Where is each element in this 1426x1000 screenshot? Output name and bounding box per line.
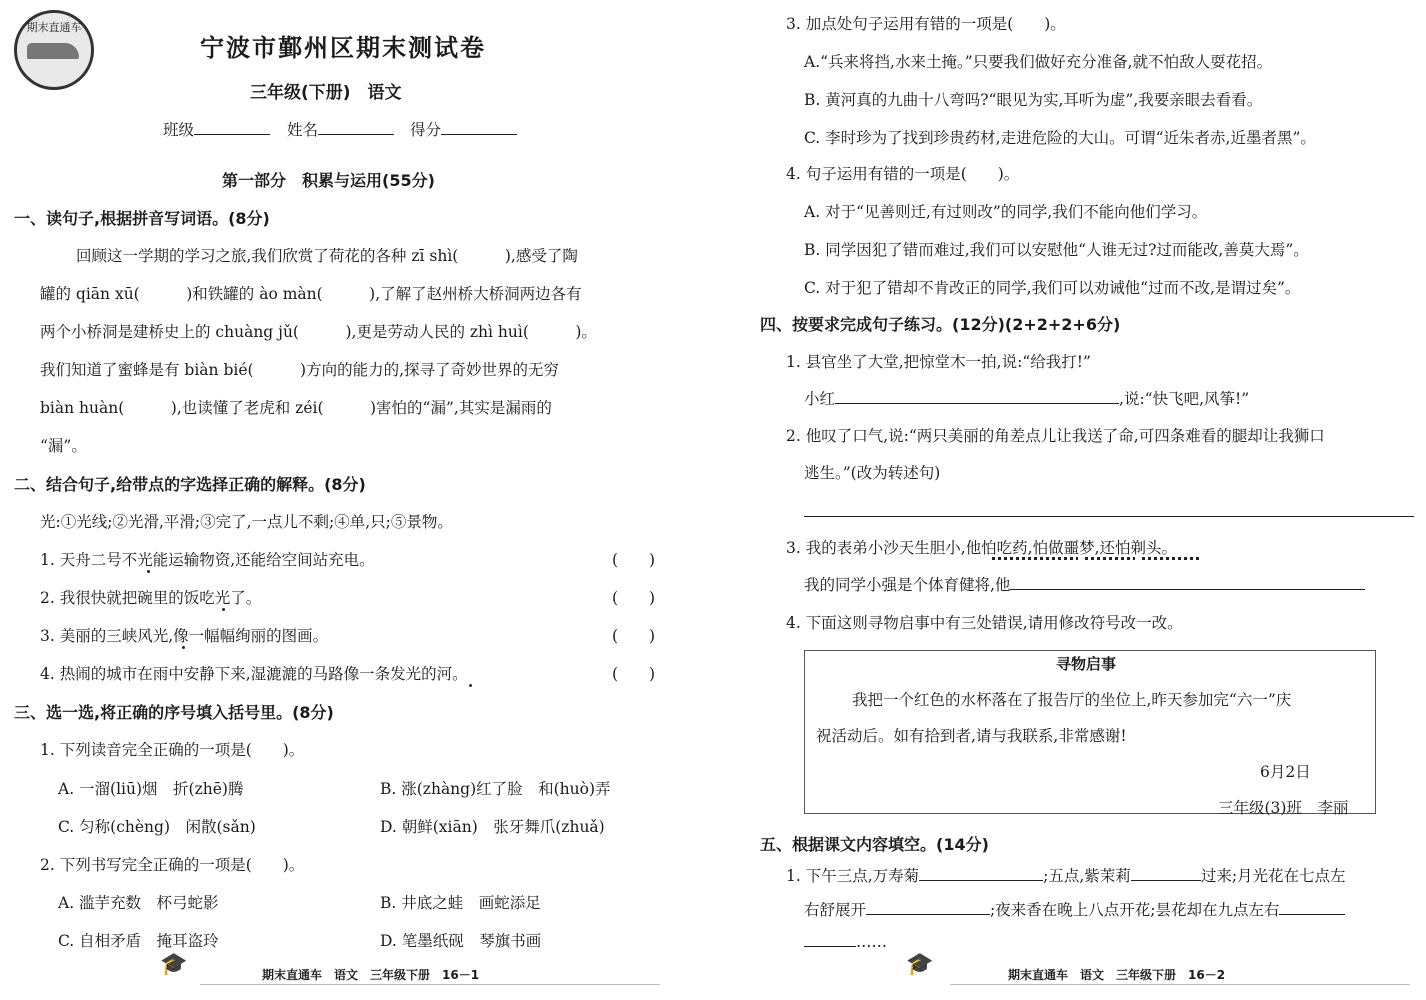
- s4-q2-answer-blank[interactable]: [804, 516, 1414, 517]
- s5-text: 右舒展开: [804, 901, 867, 919]
- footer-right: 期末直通车 语文 三年级下册 16－2: [1008, 968, 1226, 982]
- q3-option-c: C. 李时珍为了找到珍贵药材,走进危险的大山。可谓“近朱者赤,近墨者黑”。: [804, 129, 1316, 147]
- emphasis-dot: [222, 608, 225, 611]
- answer-paren[interactable]: ( ): [612, 589, 656, 607]
- s5-text: ;五点,紫茉莉: [1043, 867, 1131, 885]
- part-title: 第一部分 积累与运用(55分): [222, 171, 435, 190]
- s3-q2-option-c: C. 自相矛盾 掩耳盗玲: [58, 932, 219, 950]
- s3-q2-option-d: D. 笔墨纸砚 琴旗书画: [380, 932, 542, 950]
- emphasis-dot: [147, 570, 150, 573]
- field-score-blank[interactable]: [441, 118, 517, 135]
- s5-blank[interactable]: [919, 864, 1043, 881]
- field-name: [287, 118, 394, 140]
- notice-sign: 三年级(3)班 李丽: [1218, 799, 1349, 817]
- s3-q1-option-a: A. 一溜(liū)烟 折(zhē)腾: [58, 780, 244, 798]
- section-5-heading: 五、根据课文内容填空。(14分): [760, 835, 989, 854]
- s4-q3-prefix: 我的同学小强是个体育健将,他: [804, 576, 1011, 594]
- field-name-blank[interactable]: [318, 118, 394, 135]
- s1-line: 回顾这一学期的学习之旅,我们欣赏了荷花的各种 zī shì( ),感受了陶: [76, 247, 578, 265]
- emphasis-dot: [182, 646, 185, 649]
- train-icon: [27, 43, 79, 59]
- q4-option-c: C. 对于犯了错却不肯改正的同学,我们可以劝诫他“过而不改,是谓过矣”。: [804, 279, 1301, 297]
- s3-q2: 2. 下列书写完全正确的一项是( )。: [40, 856, 305, 874]
- logo-text: 期末直通车: [26, 21, 82, 34]
- s3-q1: 1. 下列读音完全正确的一项是( )。: [40, 741, 305, 759]
- s3-q1-option-d: D. 朝鲜(xiān) 张牙舞爪(zhuǎ): [380, 818, 605, 836]
- s5-line-3: [804, 930, 887, 951]
- s2-item: 3. 美丽的三峡风光,像一幅幅绚丽的图画。: [40, 627, 329, 645]
- s4-q3-blank[interactable]: [1010, 573, 1365, 590]
- s5-line-2: [804, 898, 1345, 920]
- footer-left: 期末直通车 语文 三年级下册 16－1: [262, 968, 480, 982]
- q4-option-a: A. 对于“见善则迁,有过则改”的同学,我们不能向他们学习。: [804, 203, 1208, 221]
- s3-q1-option-b: B. 涨(zhàng)红了脸 和(huò)弄: [380, 780, 611, 798]
- s4-q1: 1. 县官坐了大堂,把惊堂木一拍,说:“给我打!”: [786, 353, 1091, 371]
- s5-blank[interactable]: [804, 930, 856, 947]
- exam-title: 宁波市鄞州区期末测试卷: [200, 34, 486, 62]
- s5-ellipsis: ……: [856, 933, 887, 951]
- s4-q1-answer-line: [804, 387, 1249, 409]
- field-class: [163, 118, 270, 140]
- s2-options: 光:①光线;②光滑,平滑;③完了,一点儿不剩;④单,只;⑤景物。: [40, 513, 453, 531]
- s4-q4: 4. 下面这则寻物启事中有三处错误,请用修改符号改一改。: [786, 614, 1183, 632]
- s5-blank[interactable]: [866, 898, 990, 915]
- wavy-underline: [1085, 557, 1135, 560]
- s4-q1-blank[interactable]: [835, 387, 1119, 404]
- q3-option-b: B. 黄河真的九曲十八弯吗?“眼见为实,耳听为虚”,我要亲眼去看看。: [804, 91, 1263, 109]
- s1-line: biàn huàn( ),也读懂了老虎和 zéi( )害怕的“漏”,其实是漏雨的: [40, 399, 552, 417]
- s5-text: 过来;月光花在七点左: [1200, 867, 1346, 885]
- answer-paren[interactable]: ( ): [612, 665, 656, 683]
- notice-title: 寻物启事: [1056, 655, 1117, 673]
- s4-q2-cont: 逃生。”(改为转述句): [804, 464, 941, 482]
- q4: 4. 句子运用有错的一项是( )。: [786, 165, 1020, 183]
- q3: 3. 加点处句子运用有错的一项是( )。: [786, 15, 1066, 33]
- notice-line-1: 我把一个红色的水杯落在了报告厅的坐位上,昨天参加完“六一”庆: [852, 691, 1292, 709]
- s4-q1-suffix: ,说:“快飞吧,风筝!”: [1119, 390, 1250, 408]
- s2-item: 1. 天舟二号不光能运输物资,还能给空间站充电。: [40, 551, 375, 569]
- footer-divider: [950, 984, 1410, 985]
- field-score: [410, 118, 517, 140]
- page-right: [740, 0, 1426, 1000]
- s5-line-1: [786, 864, 1346, 886]
- exam-subtitle: 三年级(下册) 语文: [250, 83, 402, 103]
- notice-date: 6月2日: [1260, 763, 1311, 781]
- s5-text: 1. 下午三点,万寿菊: [786, 867, 920, 885]
- field-score-label: 得分: [410, 121, 442, 139]
- s4-q1-prefix: 小红: [804, 390, 836, 408]
- notice-line-2: 祝活动后。如有拾到者,请与我联系,非常感谢!: [816, 727, 1127, 745]
- section-2-heading: 二、结合句子,给带点的字选择正确的解释。(8分): [14, 475, 366, 494]
- field-class-blank[interactable]: [194, 118, 270, 135]
- s2-item: 4. 热闹的城市在雨中安静下来,湿漉漉的马路像一条发光的河。: [40, 665, 468, 683]
- emphasis-dot: [469, 684, 472, 687]
- graduation-cap-icon: 🎓: [906, 952, 934, 977]
- answer-paren[interactable]: ( ): [612, 551, 656, 569]
- s4-q2: 2. 他叹了口气,说:“两只美丽的角差点儿让我送了命,可四条难看的腿却让我狮口: [786, 427, 1325, 445]
- field-name-label: 姓名: [287, 121, 319, 139]
- section-1-heading: 一、读句子,根据拼音写词语。(8分): [14, 209, 270, 228]
- section-3-heading: 三、选一选,将正确的序号填入括号里。(8分): [14, 703, 334, 722]
- wavy-underline: [1142, 557, 1202, 560]
- s5-blank[interactable]: [1131, 864, 1201, 881]
- s3-q2-option-a: A. 滥芋充数 杯弓蛇影: [58, 894, 219, 912]
- q4-option-b: B. 同学因犯了错而难过,我们可以安慰他“人谁无过?过而能改,善莫大焉”。: [804, 241, 1309, 259]
- s5-blank[interactable]: [1279, 898, 1345, 915]
- s2-item: 2. 我很快就把碗里的饭吃光了。: [40, 589, 262, 607]
- s4-q3-answer-line: [804, 573, 1365, 595]
- s3-q2-option-b: B. 井底之蛙 画蛇添足: [380, 894, 541, 912]
- footer-divider: [200, 984, 660, 985]
- wavy-underline: [992, 557, 1078, 560]
- graduation-cap-icon: 🎓: [160, 952, 188, 977]
- s4-q3: 3. 我的表弟小沙天生胆小,他怕吃药,怕做噩梦,还怕剃头。: [786, 539, 1177, 557]
- logo-badge: [14, 10, 94, 90]
- s3-q1-option-c: C. 匀称(chèng) 闲散(sǎn): [58, 818, 256, 836]
- answer-paren[interactable]: ( ): [612, 627, 656, 645]
- s1-line: “漏”。: [40, 437, 87, 455]
- s1-line: 罐的 qiān xū( )和铁罐的 ào màn( ),了解了赵州桥大桥洞两边各有: [40, 285, 582, 303]
- page-left: [0, 0, 690, 1000]
- s5-text: ;夜来香在晚上八点开花;昙花却在九点左右: [990, 901, 1280, 919]
- s1-line: 我们知道了蜜蜂是有 biàn bié( )方向的能力的,探寻了奇妙世界的无穷: [40, 361, 560, 379]
- field-class-label: 班级: [163, 121, 195, 139]
- q3-option-a: A.“兵来将挡,水来土掩。”只要我们做好充分准备,就不怕敌人耍花招。: [804, 53, 1273, 71]
- s1-line: 两个小桥洞是建桥史上的 chuàng jǔ( ),更是劳动人民的 zhì huì( )。: [40, 323, 597, 341]
- section-4-heading: 四、按要求完成句子练习。(12分)(2+2+2+6分): [760, 315, 1121, 334]
